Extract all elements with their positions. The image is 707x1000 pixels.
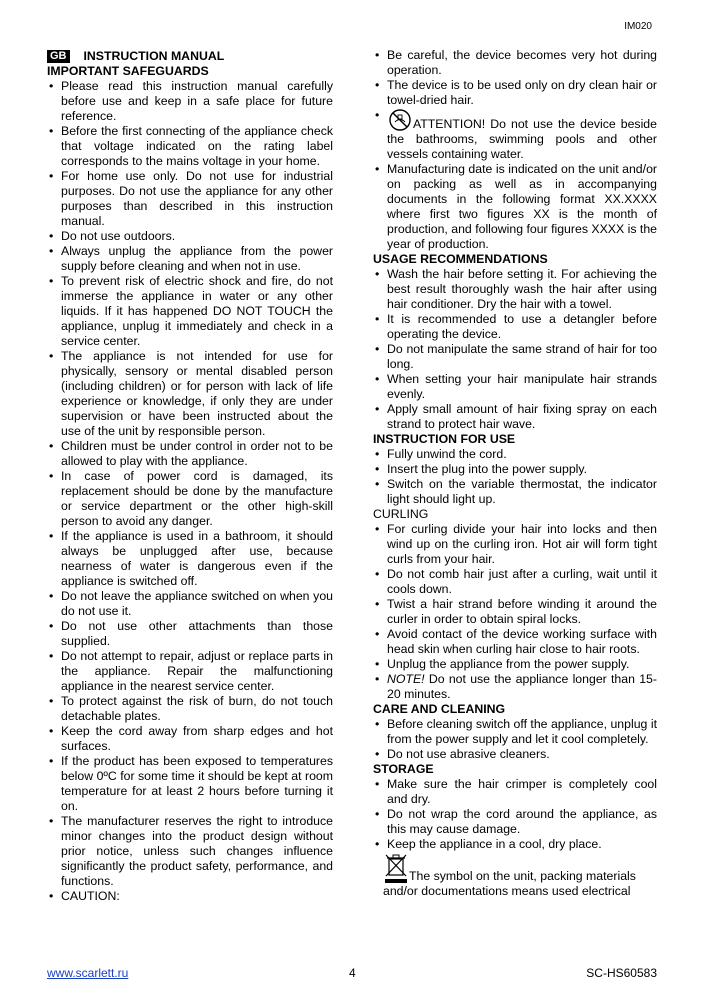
crossed-out-bin-icon — [383, 852, 409, 884]
list-item: • Keep the appliance in a cool, dry place. — [373, 837, 657, 852]
list-item: • The manufacturer reserves the right to introduce minor changes into the product design without prior notice, unless such changes influence significantly the product safety, performance, and functions. — [47, 814, 333, 889]
list-item: • Apply small amount of hair fixing spray on each strand to protect hair wave. — [373, 402, 657, 432]
language-badge: GB — [47, 50, 70, 63]
list-item: • Always unplug the appliance from the power supply before cleaning and when not in use. — [47, 244, 333, 274]
list-item: • For curling divide your hair into locks and then wind up on the curling iron. Hot air will form tight curls from your hair. — [373, 522, 657, 567]
list-item: • Insert the plug into the power supply. — [373, 462, 657, 477]
left-column — [47, 48, 333, 904]
list-item: • Do not use abrasive cleaners. — [373, 747, 657, 762]
note-label: NOTE! — [387, 672, 425, 686]
website-link[interactable]: www.scarlett.ru — [47, 966, 129, 980]
document-code: IM020 — [624, 21, 652, 32]
caution-list — [373, 48, 657, 252]
list-item: • The appliance is not intended for use for physically, sensory or mental disabled person (including children) or for person with lack of life experience or knowledge, if only they are under supervision or have been instructed about the use of the unit by responsible person. — [47, 349, 333, 439]
model-number: SC-HS60583 — [586, 966, 657, 980]
list-item: • Do not comb hair just after a curling, wait until it cools down. — [373, 567, 657, 597]
list-item: • CAUTION: — [47, 889, 333, 904]
manual-title: INSTRUCTION MANUAL — [83, 48, 225, 63]
note-text: Do not use the appliance longer than 15-20 minutes. — [387, 672, 657, 701]
list-item: • If the product has been exposed to temperatures below 0ºC for some time it should be kept at room temperature for at least 2 hours before turning it on. — [47, 754, 333, 814]
attention-text: Do not use the device beside the bathrooms, swimming pools and other vessels containing water. — [387, 117, 657, 161]
list-item: • Do not attempt to repair, adjust or replace parts in the appliance. Repair the malfunctioning appliance in the nearest service center. — [47, 649, 333, 694]
safeguards-heading: IMPORTANT SAFEGUARDS — [47, 64, 209, 78]
list-item: • Fully unwind the cord. — [373, 447, 657, 462]
list-item: • In case of power cord is damaged, its replacement should be done by the manufacture or service department or the other high-skill person to avoid any danger. — [47, 469, 333, 529]
list-item: • Keep the cord away from sharp edges and hot surfaces. — [47, 724, 333, 754]
recycling-notice-row — [373, 852, 657, 884]
list-item: • Switch on the variable thermostat, the indicator light should light up. — [373, 477, 657, 507]
manual-title-row — [47, 48, 333, 64]
care-heading: CARE AND CLEANING — [373, 702, 506, 716]
list-item: • Do not use other attachments than those supplied. — [47, 619, 333, 649]
list-item: • The device is to be used only on dry clean hair or towel-dried hair. — [373, 78, 657, 108]
instruction-heading: INSTRUCTION FOR USE — [373, 432, 516, 446]
no-bathroom-warning-icon — [387, 108, 413, 132]
curling-heading: CURLING — [373, 507, 429, 521]
list-item: • Do not leave the appliance switched on when you do not use it. — [47, 589, 333, 619]
list-item: • Do not use outdoors. — [47, 229, 333, 244]
page-number: 4 — [349, 966, 356, 980]
care-list — [373, 717, 657, 762]
right-column — [373, 48, 657, 899]
list-item: • To protect against the risk of burn, do not touch detachable plates. — [47, 694, 333, 724]
list-item: • For home use only. Do not use for industrial purposes. Do not use the appliance for any other purposes than described in this instruction manual. — [47, 169, 333, 229]
attention-item — [373, 108, 657, 162]
storage-heading: STORAGE — [373, 762, 434, 776]
instruction-list — [373, 447, 657, 507]
list-item: • Be careful, the device becomes very hot during operation. — [373, 48, 657, 78]
list-item: • Please read this instruction manual carefully before use and keep in a safe place for future reference. — [47, 79, 333, 124]
note-item — [373, 672, 657, 702]
list-item: • It is recommended to use a detangler before operating the device. — [373, 312, 657, 342]
list-item: • Do not wrap the cord around the appliance, as this may cause damage. — [373, 807, 657, 837]
list-item: • Do not manipulate the same strand of hair for too long. — [373, 342, 657, 372]
safeguards-list — [47, 79, 333, 904]
list-item: • Make sure the hair crimper is completely cool and dry. — [373, 777, 657, 807]
list-item: • When setting your hair manipulate hair strands evenly. — [373, 372, 657, 402]
recycling-line-2: and/or documentations means used electrical — [383, 884, 631, 898]
list-item: • Unplug the appliance from the power supply. — [373, 657, 657, 672]
list-item: • Twist a hair strand before winding it around the curler in order to obtain spiral locks. — [373, 597, 657, 627]
list-item: • Before cleaning switch off the appliance, unplug it from the power supply and let it cool completely. — [373, 717, 657, 747]
list-item: • If the appliance is used in a bathroom, it should always be unplugged after use, because nearness of water is dangerous even if the appliance is switched off. — [47, 529, 333, 589]
storage-list — [373, 777, 657, 852]
recycling-line-1: The symbol on the unit, packing materials — [409, 869, 636, 883]
list-item: • Wash the hair before setting it. For achieving the best result thoroughly wash the hair after using hair conditioner. Dry the hair with a towel. — [373, 267, 657, 312]
curling-list — [373, 522, 657, 702]
list-item: • Avoid contact of the device working surface with head skin when curling hair close to hair roots. — [373, 627, 657, 657]
list-item: • Manufacturing date is indicated on the unit and/or on packing as well as in accompanying documents in the following format XX.XXXX where first two figures XX is the month of production, and following four figures XXXX is the year of production. — [373, 162, 657, 252]
list-item: • To prevent risk of electric shock and fire, do not immerse the appliance in water or any other liquids. If it has happened DO NOT TOUCH the appliance, unplug it immediately and check in a service center. — [47, 274, 333, 349]
list-item: • Before the first connecting of the appliance check that voltage indicated on the rating label corresponds to the mains voltage in your home. — [47, 124, 333, 169]
usage-heading: USAGE RECOMMENDATIONS — [373, 252, 548, 266]
usage-list — [373, 267, 657, 432]
list-item: • Children must be under control in order not to be allowed to play with the appliance. — [47, 439, 333, 469]
attention-label: ATTENTION! — [413, 117, 486, 131]
